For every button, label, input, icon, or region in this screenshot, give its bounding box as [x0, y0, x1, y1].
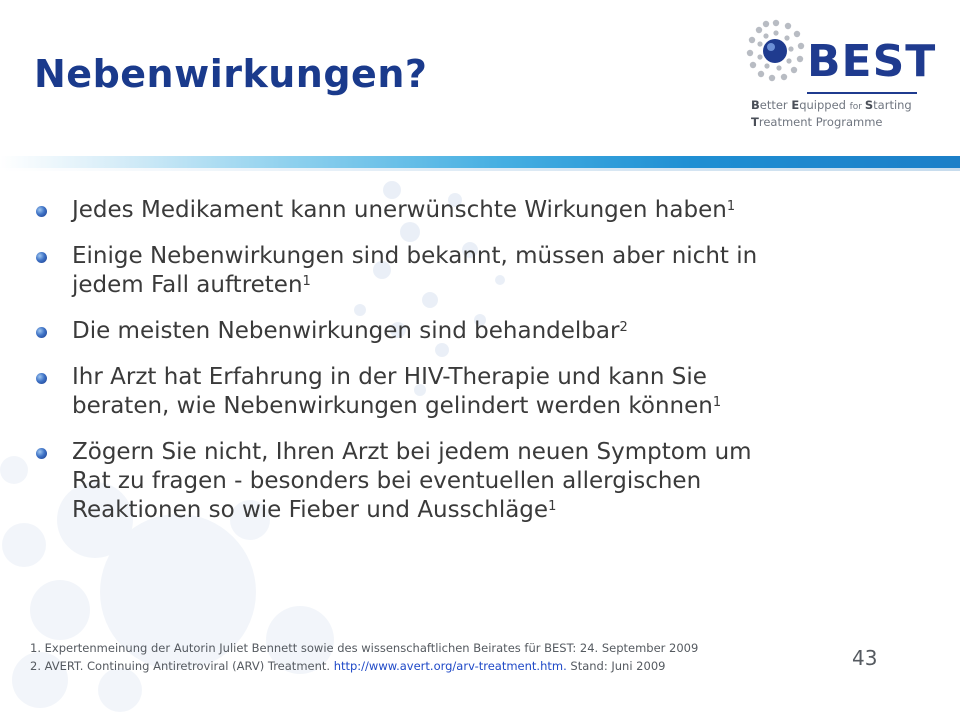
footnote-ref: 1: [726, 199, 736, 214]
bullet-icon: [36, 252, 47, 263]
logo-wordmark: BEST: [807, 36, 937, 87]
bullet-item: [30, 438, 910, 525]
header-gradient-bar: [0, 156, 960, 168]
page-number: 43: [852, 646, 878, 670]
footnotes: [30, 639, 830, 675]
bullet-item: [30, 242, 910, 300]
bullet-icon: [36, 448, 47, 459]
footnote-ref: 1: [548, 499, 557, 514]
bullet-text: Ihr Arzt hat Erfahrung in der HIV-Therapie und kann Sie beraten, wie Nebenwirkungen gelindert werden können$^1$: [72, 364, 722, 419]
footnote-ref: 1: [302, 274, 311, 289]
bullet-item: [30, 363, 910, 421]
bullet-icon: [36, 206, 47, 217]
bullet-text: Die meisten Nebenwirkungen sind behandelbar$^2$: [72, 318, 628, 344]
bullet-text: Einige Nebenwirkungen sind bekannt, müssen aber nicht in jedem Fall auftreten$^1$: [72, 243, 758, 298]
logo-tagline: Better Equipped for Starting Treatment Programme: [751, 98, 912, 129]
page-title: Nebenwirkungen?: [34, 52, 428, 96]
header-bar-shadow: [0, 168, 960, 171]
bullet-item: [30, 196, 910, 225]
footnote-ref: 1: [712, 395, 722, 410]
bullet-icon: [36, 327, 47, 338]
bullet-icon: [36, 373, 47, 384]
footnote-ref: 2: [619, 320, 628, 335]
bullet-text: Zögern Sie nicht, Ihren Arzt bei jedem neuen Symptom um Rat zu fragen - besonders bei eventuellen allergischen Reaktionen so wie Fieber und Ausschläge$^1$: [72, 439, 752, 523]
logo-divider: [807, 92, 917, 94]
footnote-1: 1. Expertenmeinung der Autorin Juliet Bennett sowie des wissenschaftlichen Beirates für BEST: 24. September 2009: [30, 641, 699, 655]
best-logo: [745, 18, 937, 129]
bullet-text: Jedes Medikament kann unerwünschte Wirkungen haben$^1$: [72, 197, 736, 223]
bullet-list: [30, 196, 910, 542]
footnote-2: 2. AVERT. Continuing Antiretroviral (ARV) Treatment. http://www.avert.org/arv-treatment.htm. Stand: Juni 2009: [30, 659, 666, 673]
bullet-item: [30, 317, 910, 346]
footnote-link[interactable]: http://www.avert.org/arv-treatment.htm.: [333, 659, 567, 673]
logo-globe-icon: [745, 18, 807, 96]
